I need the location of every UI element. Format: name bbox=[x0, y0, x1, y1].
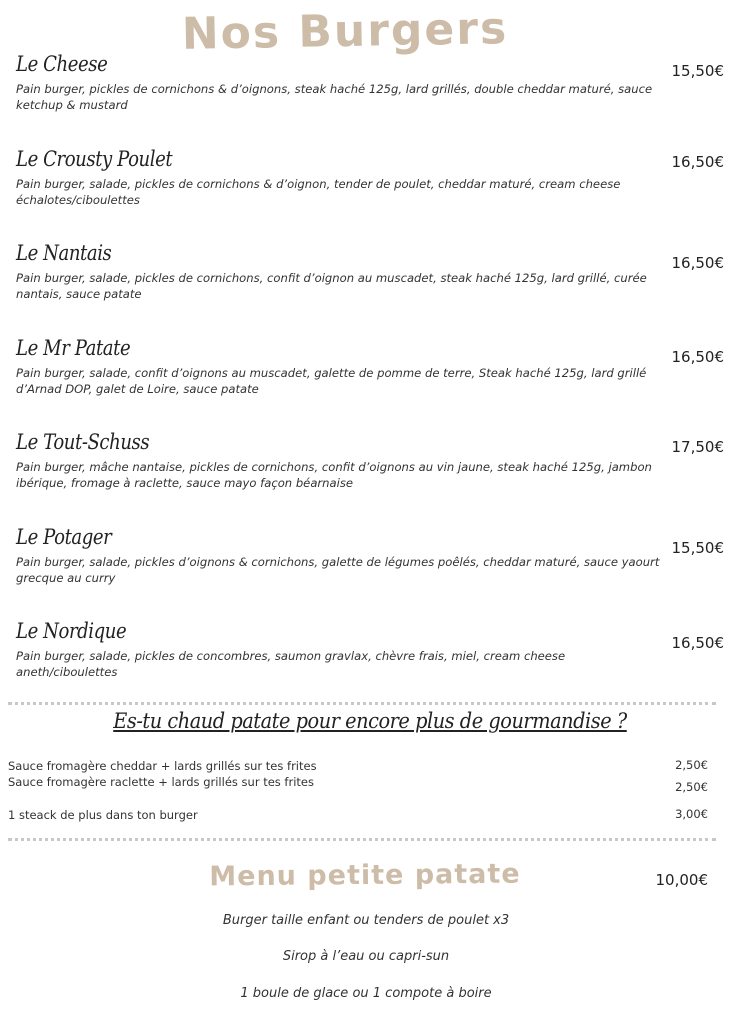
menu-item bbox=[16, 617, 716, 680]
item-price: 16,50€ bbox=[671, 254, 724, 272]
item-price: 16,50€ bbox=[671, 634, 724, 652]
kids-menu-price: 10,00€ bbox=[655, 871, 708, 889]
extra-item: Sauce fromagère raclette + lards grillés sur tes frites bbox=[8, 775, 314, 789]
item-name: Le Potager bbox=[16, 525, 112, 549]
item-name: Le Mr Patate bbox=[16, 336, 131, 360]
kids-menu-title: Menu petite patate bbox=[209, 858, 521, 893]
menu-item bbox=[16, 145, 716, 208]
dotted-divider bbox=[8, 702, 716, 705]
item-name: Le Nantais bbox=[16, 241, 112, 265]
item-price: 16,50€ bbox=[671, 153, 724, 171]
menu-item bbox=[16, 239, 716, 302]
item-price: 16,50€ bbox=[671, 348, 724, 366]
extra-price: 3,00€ bbox=[675, 807, 708, 821]
item-price: 15,50€ bbox=[671, 62, 724, 80]
page-title: Nos Burgers bbox=[181, 3, 509, 60]
extra-item: 1 steack de plus dans ton burger bbox=[8, 808, 198, 822]
menu-item bbox=[16, 523, 716, 586]
kids-menu-line: Sirop à l’eau ou capri-sun bbox=[282, 949, 450, 964]
item-description: Pain burger, pickles de cornichons & d’oignons, steak haché 125g, lard grillés, double cheddar maturé, sauce ketchup & mustard bbox=[16, 82, 653, 112]
item-description: Pain burger, salade, pickles de cornichons, confit d’oignon au muscadet, steak haché 125g, lard grillé, curée nantais, sauce patate bbox=[16, 271, 647, 301]
item-name: Le Nordique bbox=[16, 619, 127, 643]
kids-menu-line: 1 boule de glace ou 1 compote à boire bbox=[240, 986, 492, 1001]
item-name: Le Tout-Schuss bbox=[16, 430, 150, 454]
item-name: Le Crousty Poulet bbox=[16, 147, 173, 171]
menu-item bbox=[16, 428, 716, 491]
extra-price: 2,50€ bbox=[675, 780, 708, 794]
menu-item bbox=[16, 334, 716, 397]
extras-title: Es-tu chaud patate pour encore plus de gourmandise ? bbox=[113, 709, 627, 733]
menu-item bbox=[16, 50, 716, 113]
extra-item: Sauce fromagère cheddar + lards grillés sur tes frites bbox=[8, 759, 317, 773]
kids-menu-line: Burger taille enfant ou tenders de poulet x3 bbox=[222, 913, 510, 928]
item-price: 17,50€ bbox=[671, 438, 724, 456]
item-description: Pain burger, salade, pickles de concombres, saumon gravlax, chèvre frais, miel, cream cheese aneth/ciboulettes bbox=[16, 649, 566, 679]
dotted-divider bbox=[8, 838, 716, 841]
extra-price: 2,50€ bbox=[675, 758, 708, 772]
item-description: Pain burger, salade, pickles de cornichons & d’oignon, tender de poulet, cheddar maturé, cream cheese échalotes/ciboulettes bbox=[16, 177, 621, 207]
item-price: 15,50€ bbox=[671, 539, 724, 557]
item-description: Pain burger, salade, confit d’oignons au muscadet, galette de pomme de terre, Steak haché 125g, lard grillé d’Arnad DOP, galet de Loire, sauce patate bbox=[16, 366, 647, 396]
item-name: Le Cheese bbox=[16, 52, 108, 76]
item-description: Pain burger, mâche nantaise, pickles de cornichons, confit d’oignons au vin jaune, steak haché 125g, jambon ibérique, fromage à raclette, sauce mayo façon béarnaise bbox=[16, 460, 652, 490]
item-description: Pain burger, salade, pickles d’oignons & cornichons, galette de légumes poêlés, cheddar maturé, sauce yaourt grecque au curry bbox=[16, 555, 660, 585]
